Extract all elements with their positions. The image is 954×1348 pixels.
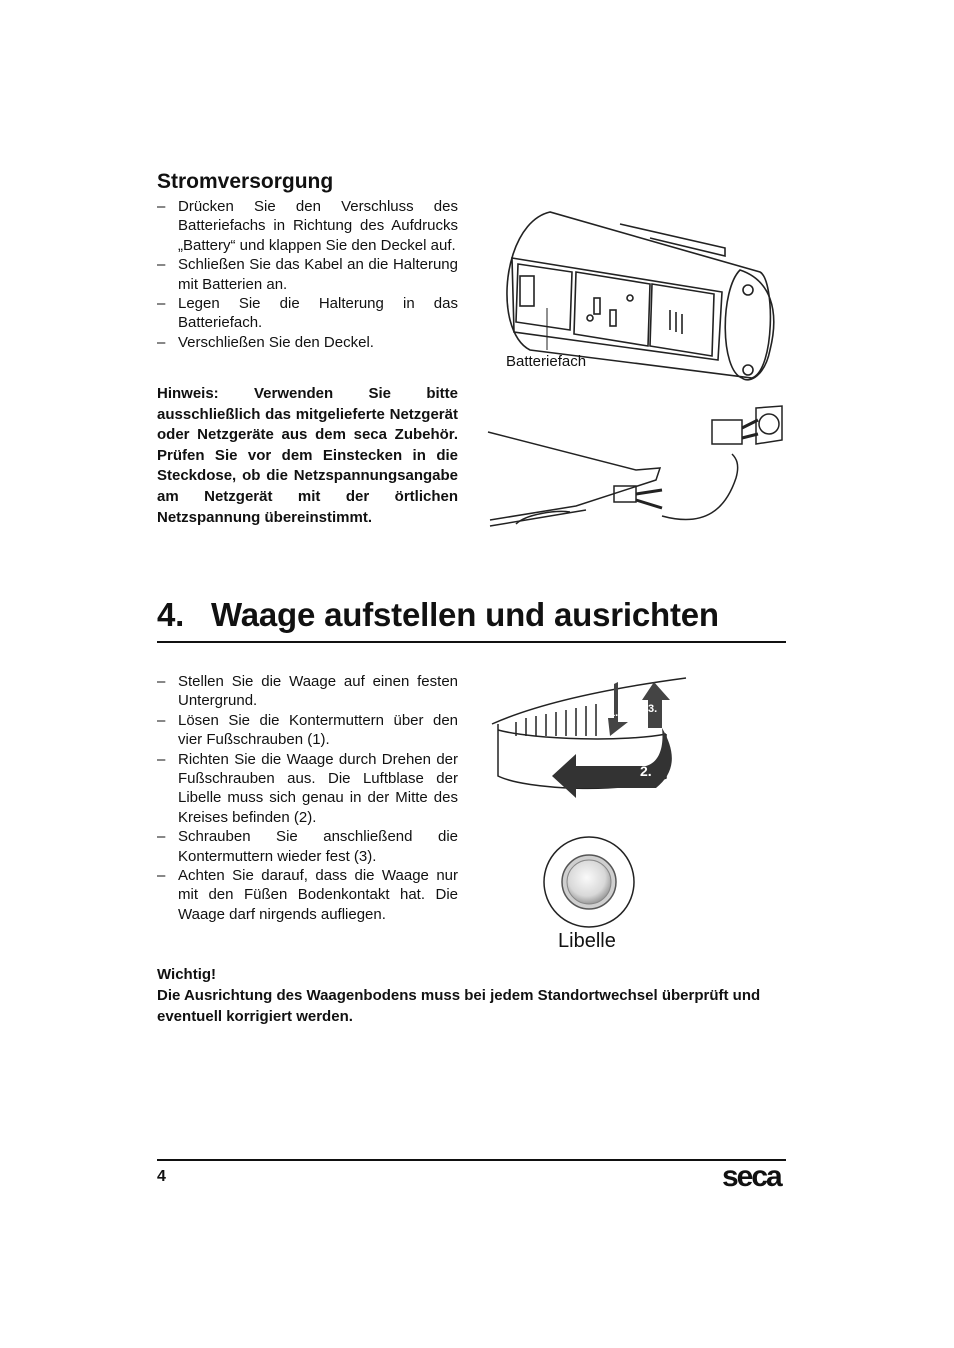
step-3-label: 3.	[648, 703, 658, 715]
spirit-level-label: Libelle	[558, 930, 616, 952]
list-item: – Legen Sie die Halterung in das Batteriefach.	[157, 294, 458, 333]
power-note: Hinweis: Verwenden Sie bitte ausschließlich das mitgelieferte Netzgerät oder Netzgeräte aus dem seca Zubehör. Prüfen Sie vor dem Einstecken in die Steckdose, ob die Netzspannungsangabe am Netzgerät mit der örtlichen Netzspannung übereinstimmt.	[157, 385, 458, 526]
important-text: Die Ausrichtung des Waagenbodens muss bei jedem Standortwechsel überprüft und eventuell korrigiert werden.	[157, 987, 761, 1025]
power-instructions-list	[157, 197, 458, 352]
section-heading-power: Stromversorgung	[157, 170, 334, 193]
list-item: – Achten Sie darauf, dass die Waage nur mit den Füßen Bodenkontakt hat. Die Waage darf nirgends aufliegen.	[157, 866, 458, 924]
list-item: – Lösen Sie die Kontermuttern über den vier Fußschrauben (1).	[157, 711, 458, 750]
list-item: – Richten Sie die Waage durch Drehen der Fußschrauben aus. Die Luftblase der Libelle muss sich genau in der Mitte des Kreises befinden (2).	[157, 750, 458, 828]
spirit-level-icon	[542, 835, 636, 929]
power-supply-illustration	[486, 398, 786, 538]
list-item: – Schließen Sie das Kabel an die Halterung mit Batterien an.	[157, 255, 458, 294]
list-item: – Stellen Sie die Waage auf einen festen Untergrund.	[157, 672, 458, 711]
step-1-label: 1.	[609, 707, 619, 719]
battery-compartment-label: Batteriefach	[506, 353, 587, 370]
foot-screw-illustration	[486, 672, 696, 806]
page-number: 4	[157, 1168, 166, 1185]
section-number: 4.	[157, 596, 185, 633]
page-title	[157, 596, 719, 634]
list-item: – Verschließen Sie den Deckel.	[157, 333, 458, 352]
important-title: Wichtig!	[157, 966, 217, 983]
title-underline	[157, 641, 786, 643]
section-title: Waage aufstellen und ausrichten	[211, 596, 719, 633]
step-2-label: 2.	[640, 763, 652, 779]
list-item: – Schrauben Sie anschließend die Kontermuttern wieder fest (3).	[157, 827, 458, 866]
setup-instructions-list	[157, 672, 458, 924]
list-item: – Drücken Sie den Verschluss des Batteriefachs in Richtung des Aufdrucks „Battery“ und klappen Sie den Deckel auf.	[157, 197, 458, 255]
brand-logo: seca	[722, 1160, 781, 1193]
footer-rule	[157, 1159, 786, 1161]
